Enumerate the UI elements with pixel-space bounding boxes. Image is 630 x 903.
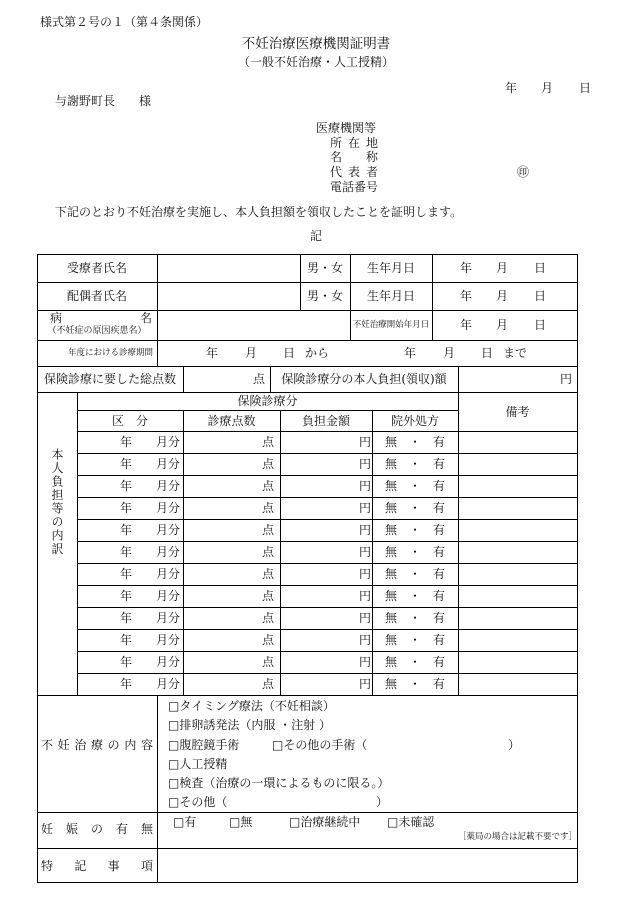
pregnancy-option-yes: □有 (173, 815, 197, 829)
spouse-name-label: 配偶者氏名 (66, 289, 127, 303)
breakdown-remarks-field (459, 454, 576, 475)
spouse-name-field (158, 283, 299, 309)
breakdown-amount-unit: 円 (358, 523, 371, 537)
spouse-dob-day: 日 (534, 289, 547, 303)
breakdown-prescription: 無 ・ 有 (384, 457, 445, 471)
care-period-label: 年度における診療期間 (67, 348, 153, 358)
period-to-year: 年 (404, 346, 417, 360)
remarks-header: 備考 (505, 404, 530, 419)
institution-address-label: 所 在 地 (330, 136, 378, 150)
column-header-amount: 負担金額 (301, 413, 350, 428)
breakdown-remarks-field (459, 498, 576, 519)
treatment-start-label: 不妊治療開始年月日 (352, 320, 430, 330)
issue-date-month: 月 (541, 81, 554, 95)
breakdown-amount-unit: 円 (358, 567, 371, 581)
patient-name-field (158, 255, 299, 281)
breakdown-points-unit: 点 (261, 633, 274, 647)
breakdown-prescription: 無 ・ 有 (384, 479, 445, 493)
breakdown-prescription: 無 ・ 有 (384, 655, 445, 669)
issue-date-year: 年 (505, 81, 518, 95)
column-header-points: 診療点数 (207, 413, 256, 428)
breakdown-period: 年 月分 (119, 589, 180, 603)
institution-heading: 医療機関等 (316, 121, 377, 135)
option-other: □その他（ (168, 795, 228, 809)
breakdown-prescription: 無 ・ 有 (384, 567, 445, 581)
certification-statement: 下記のとおり不妊治療を実施し、本人負担額を領収したことを証明します。 (55, 205, 463, 219)
breakdown-side-label: 本人負担等の内訳 (50, 448, 64, 556)
total-points-unit: 点 (253, 372, 266, 386)
breakdown-period: 年 月分 (119, 655, 180, 669)
breakdown-period: 年 月分 (119, 677, 180, 691)
document-subtitle: （一般不妊治療・人工授精） (237, 55, 394, 69)
period-from-month: 月 (245, 346, 258, 360)
copay-label: 保険診療分の本人負担(領収)額 (281, 372, 447, 386)
insurance-group-header: 保険診療分 (237, 394, 298, 408)
breakdown-period: 年 月分 (119, 435, 180, 449)
breakdown-prescription: 無 ・ 有 (384, 501, 445, 515)
breakdown-amount-unit: 円 (358, 655, 371, 669)
breakdown-period: 年 月分 (119, 479, 180, 493)
disease-name-field (158, 311, 349, 339)
breakdown-points-unit: 点 (261, 479, 274, 493)
option-examination: □検査（治療の一環によるものに限る。） (168, 776, 390, 790)
special-notes-field (158, 849, 576, 881)
breakdown-period: 年 月分 (119, 523, 180, 537)
breakdown-remarks-field (459, 586, 576, 607)
breakdown-points-unit: 点 (261, 501, 274, 515)
breakdown-period: 年 月分 (119, 611, 180, 625)
spouse-dob-label: 生年月日 (366, 289, 415, 303)
document-title: 不妊治療医療機関証明書 (241, 36, 391, 52)
copay-unit: 円 (560, 372, 573, 386)
breakdown-amount-unit: 円 (358, 545, 371, 559)
period-to-day: 日 (481, 346, 494, 360)
breakdown-remarks-field (459, 542, 576, 563)
other-close-paren: ） (376, 795, 389, 809)
breakdown-remarks-field (459, 674, 576, 695)
column-header-category: 区 分 (111, 413, 148, 428)
option-artificial-insemination: □人工授精 (168, 757, 228, 771)
institution-phone-label: 電話番号 (330, 180, 379, 194)
institution-name-label: 名 称 (330, 150, 379, 164)
breakdown-prescription: 無 ・ 有 (384, 435, 445, 449)
form-number: 様式第２号の１（第４条関係） (40, 15, 209, 29)
breakdown-remarks-field (459, 608, 576, 629)
breakdown-amount-unit: 円 (358, 677, 371, 691)
breakdown-remarks-field (459, 476, 576, 497)
special-notes-label: 特 記 事 項 (41, 859, 153, 873)
breakdown-prescription: 無 ・ 有 (384, 633, 445, 647)
breakdown-points-unit: 点 (261, 545, 274, 559)
breakdown-prescription: 無 ・ 有 (384, 611, 445, 625)
pregnancy-option-unconfirmed: □未確認 (387, 815, 435, 829)
pharmacy-note: ［薬局の場合は記載不要です］ (458, 832, 578, 842)
period-to-month: 月 (443, 346, 456, 360)
breakdown-amount-unit: 円 (358, 435, 371, 449)
breakdown-prescription: 無 ・ 有 (384, 589, 445, 603)
breakdown-remarks-field (459, 564, 576, 585)
treatment-start-day: 日 (534, 318, 547, 332)
breakdown-amount-unit: 円 (358, 611, 371, 625)
disease-name-sublabel: （不妊症の原因疾患名） (47, 326, 147, 336)
option-laparoscopy: □腹腔鏡手術 (168, 738, 240, 752)
treatment-content-label: 不 妊 治 療 の 内 容 (41, 738, 153, 752)
breakdown-remarks-field (459, 630, 576, 651)
patient-dob-label: 生年月日 (366, 261, 415, 275)
column-header-prescription: 院外処方 (390, 413, 439, 428)
period-from-day: 日 (283, 346, 296, 360)
breakdown-points-unit: 点 (261, 435, 274, 449)
breakdown-prescription: 無 ・ 有 (384, 523, 445, 537)
breakdown-amount-unit: 円 (358, 457, 371, 471)
breakdown-points-unit: 点 (261, 589, 274, 603)
breakdown-prescription: 無 ・ 有 (384, 677, 445, 691)
disease-name-label: 病 名 (50, 311, 152, 325)
breakdown-points-unit: 点 (261, 611, 274, 625)
option-ovulation-induction: □排卵誘発法（内服 ・注射 ） (168, 718, 331, 732)
breakdown-points-unit: 点 (261, 567, 274, 581)
patient-dob-day: 日 (534, 261, 547, 275)
patient-dob-year: 年 (460, 261, 473, 275)
breakdown-period: 年 月分 (119, 457, 180, 471)
issue-date-day: 日 (579, 81, 592, 95)
breakdown-amount-unit: 円 (358, 589, 371, 603)
breakdown-amount-unit: 円 (358, 633, 371, 647)
breakdown-amount-unit: 円 (358, 501, 371, 515)
institution-representative-label: 代 表 者 (330, 165, 378, 179)
patient-name-label: 受療者氏名 (66, 261, 127, 275)
period-from-suffix: から (305, 346, 330, 360)
option-timing-therapy: □タイミング療法（不妊相談） (168, 699, 335, 713)
treatment-start-year: 年 (460, 318, 473, 332)
breakdown-period: 年 月分 (119, 567, 180, 581)
option-other-surgery: □その他の手術（ (272, 738, 368, 752)
breakdown-period: 年 月分 (119, 501, 180, 515)
total-points-label: 保険診療に要した総点数 (43, 372, 176, 386)
spouse-dob-month: 月 (496, 289, 509, 303)
pregnancy-option-continuing: □治療継続中 (289, 815, 361, 829)
breakdown-points-unit: 点 (261, 677, 274, 691)
breakdown-points-unit: 点 (261, 655, 274, 669)
period-from-year: 年 (206, 346, 219, 360)
breakdown-prescription: 無 ・ 有 (384, 545, 445, 559)
breakdown-period: 年 月分 (119, 633, 180, 647)
patient-dob-month: 月 (496, 261, 509, 275)
pregnancy-label: 妊 娠 の 有 無 (41, 822, 153, 836)
breakdown-points-unit: 点 (261, 457, 274, 471)
breakdown-points-unit: 点 (261, 523, 274, 537)
spouse-sex: 男・女 (306, 289, 343, 303)
other-surgery-close-paren: ） (508, 738, 521, 752)
breakdown-remarks-field (459, 520, 576, 541)
record-mark: 記 (309, 229, 322, 243)
spouse-dob-year: 年 (460, 289, 473, 303)
seal-mark: ㊞ (517, 165, 530, 179)
breakdown-period: 年 月分 (119, 545, 180, 559)
pregnancy-option-no: □無 (229, 815, 253, 829)
breakdown-remarks-field (459, 432, 576, 453)
breakdown-remarks-field (459, 652, 576, 673)
addressee: 与謝野町長 様 (55, 94, 152, 108)
breakdown-amount-unit: 円 (358, 479, 371, 493)
period-to-suffix: まで (503, 346, 528, 360)
patient-sex: 男・女 (306, 261, 343, 275)
treatment-start-month: 月 (496, 318, 509, 332)
